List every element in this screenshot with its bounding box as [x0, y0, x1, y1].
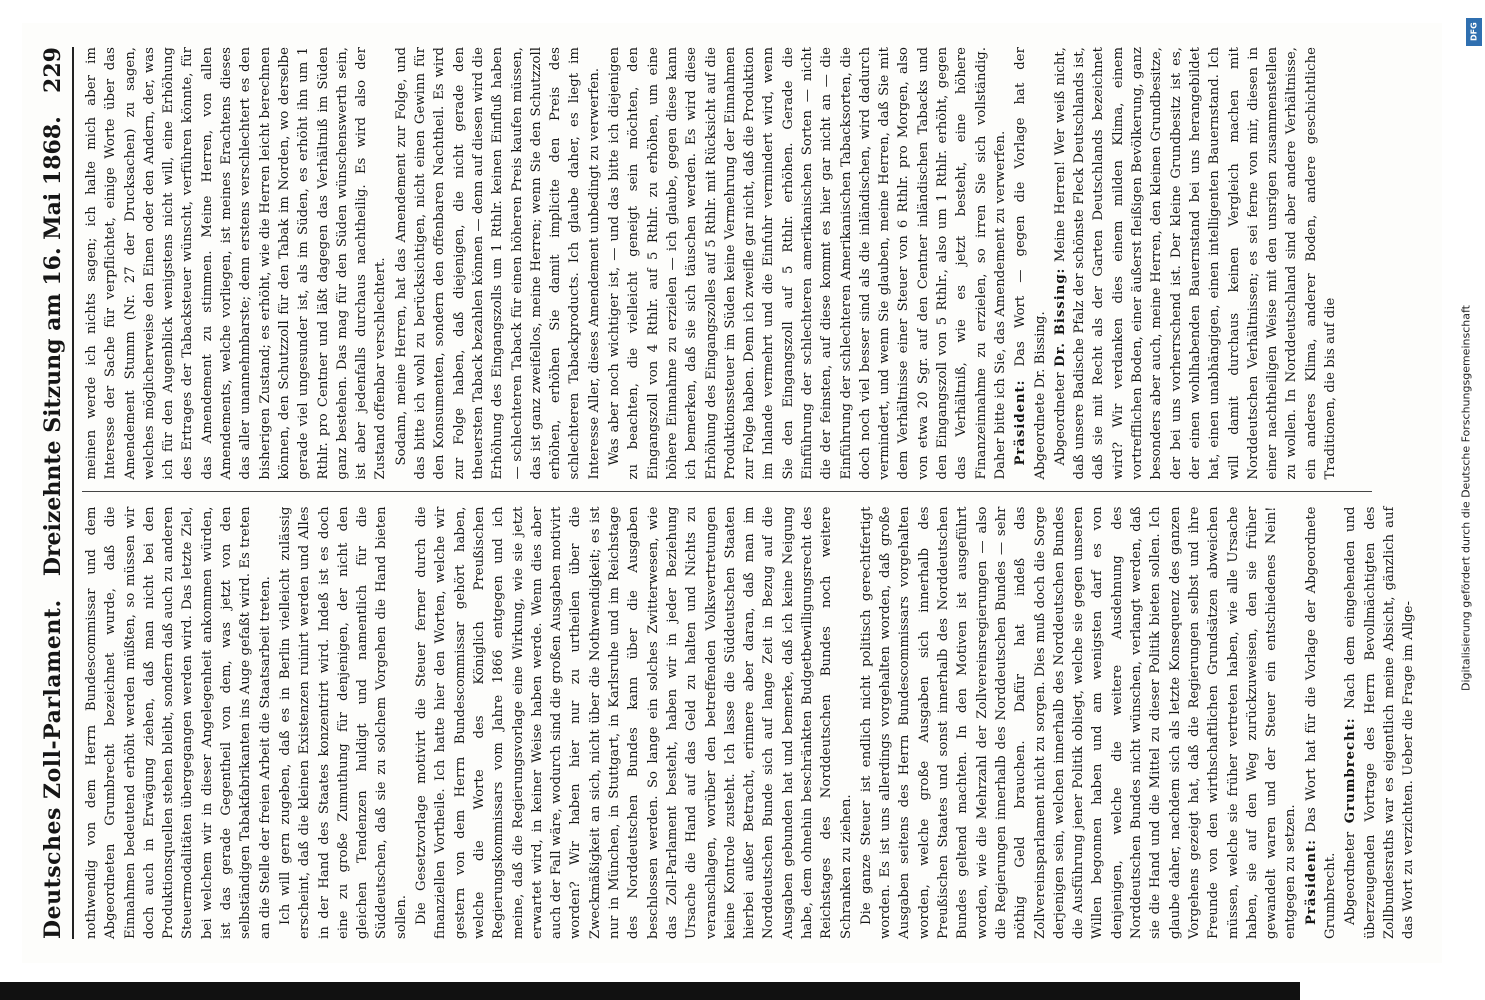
- page-header: [40, 47, 74, 939]
- speaker-role: Abgeordneter: [1343, 831, 1359, 925]
- speaker-president: Präsident:: [1013, 379, 1029, 466]
- digitization-stamp: [1453, 18, 1479, 978]
- text-column-left: [82, 506, 1417, 940]
- speaker-role: Abgeordneter: [1052, 372, 1068, 466]
- scan-border: [0, 982, 1485, 1000]
- paragraph: Was aber noch wichtiger ist, — und das bitte ich diejenigen zu beachten, die vielleicht geneigt sein möchten, den Eingangszoll von 4 Rthlr. auf 5 Rthlr. zu erhöhen, um eine höhere Einnahme zu erzielen — ich glaube, gegen diese kann ich bemerken, daß sie sich täuschen werden. Es wird diese Erhöhung des Eingangszolles auf 5 Rthlr. mit Rücksicht auf die Produktionssteuer im Süden keine Vermehrung der Einnahmen zur Folge haben. Denn ich zweifle gar nicht, daß die Produktion im Inlande vermehrt und die Einfuhr vermindert wird, wenn Sie den Eingangszoll auf 5 Rthlr. erhöhen. Gerade die Einführung der schlechteren amerikanischen Sorten — nicht die der feinsten, auf diese kommt es hier gar nicht an — die Einführung der schlechteren Amerikanischen Tabacksorten, die doch noch viel besser sind als die inländischen, wird dadurch vermindert, und wenn Sie glauben, meine Herren, daß Sie mit dem Verhältnisse einer Steuer von 6 Rthlr. pro Morgen, also von etwa 20 Sgr. auf den Centner inländischen Tabacks und den Eingangszoll von 5 Rthlr., also um 1 Rthlr. erhöht, gegen das Verhältniß, wie es jetzt besteht, eine höhere Finanzeinnahme zu erzielen, so irren Sie sich vollständig. Daher bitte ich Sie, das Amendement zu verwerfen.: [607, 47, 1008, 480]
- paragraph: Die Gesetzvorlage motivirt die Steuer ferner durch die finanziellen Vortheile. Ich hatte hier den Worten, welche wir gestern von dem Herrn Bundescommissar gehört haben, welche die Worte des Königlich Preußischen Regierungskommissars vom Jahre 1866 entgegen und ich meine, daß die Regierungsvorlage eine Wirkung, wie sie jetzt erwartet wird, in keiner Weise haben werde. Wenn dies aber auch der Fall wäre, wodurch sind die großen Ausgaben motivirt worden? Wir haben hier nur zu urtheilen über die Zweckmäßigkeit an sich, nicht über die Nothwendigkeit; es ist nur in München, in Stuttgart, in Karlsruhe und im Reichstage des Norddeutschen Bundes kann über die Ausgaben beschlossen werden. So lange ein solches Zwitterwesen, wie das Zoll-Parlament besteht, haben wir in jeder Beziehung Ursache die Hand auf das Geld zu halten und Nichts zu veranschlagen, worüber den betreffenden Volksvertretungen keine Kontrole zusteht. Ich lasse die Süddeutschen Staaten hierbei außer Betracht, erinnere aber daran, daß man im Norddeutschen Bunde sich auf lange Zeit in Bezug auf die Ausgaben gebunden hat und bemerke, daß ich keine Neigung habe, dem ohnehin beschränkten Budgetbewilligungsrecht des Reichstages des Norddeutschen Bundes noch weitere Schranken zu ziehen.: [414, 506, 854, 939]
- remark-text: Das Wort hat für die Vorlage der Abgeordnete Grumbrecht.: [1303, 506, 1338, 939]
- speaker-name: Grumbrecht:: [1343, 717, 1359, 824]
- paragraph: Sodann, meine Herren, hat das Amendement zur Folge, und das bitte ich wohl zu berücksichtigen, nicht einen Gewinn für den Konsumenten, sondern den offenbaren Nachtheil. Es wird zur Folge haben, daß diejenigen, die nicht gerade den theuersten Taback bezahlen können — denn auf diesen wird die Erhöhung des Eingangszolls um 1 Rthlr. keinen Einfluß haben — schlechteren Taback für einen höheren Preis kaufen müssen, das ist ganz zweifellos, meine Herren; wenn Sie den Schutzzoll erhöhen, erhöhen Sie damit implicite den Preis des schlechteren Tabackproducts. Ich glaube daher, es liegt im Interesse Aller, dieses Amendement unbedingt zu verwerfen.: [393, 47, 602, 480]
- speech-text: Nach dem eingehenden und überzeugenden Vortrage des Herrn Bevollmächtigten des Zollbundesraths war es eigentlich meine Absicht, gänzlich auf das Wort zu verzichten. Ueber die Frage im Allge-: [1343, 506, 1417, 939]
- digitization-credit: Digitalisierung gefördert durch die Deutsche Forschungsgemeinschaft: [1459, 305, 1473, 691]
- speech: [1341, 507, 1418, 940]
- paragraph: meinen werde ich nichts sagen; ich halte mich aber im Interesse der Sache für verpflichtet, einige Worte über das Amendement Stumm (Nr. 27 der Drucksachen) zu sagen, welches möglicherweise den Einen oder den Andern, der, was ich für den Augenblick wenigstens nicht will, eine Erhöhung des Ertrages der Tabacksteuer wünscht, verführen könnte, für das Amendement zu stimmen. Meine Herren, von allen Amendements, welche vorliegen, ist meines Erachtens dieses das aller unannehmbarste; denn erstens verschlechtert es den bisherigen Zustand; es erhöht, wie die Herren leicht berechnen können, den Schutzzoll für den Tabak im Norden, wo derselbe gerade viel ungesunder ist, als im Süden, es erhöht ihn um 1 Rthlr. pro Centner und läßt dagegen das Verhältniß im Süden ganz bestehen. Das mag für den Süden wünschenswerth sein, ist aber jedenfalls durchaus nachtheilig. Es wird also der Zustand offenbar verschlechtert.: [84, 47, 389, 480]
- header-journal-title: Deutsches Zoll-Parlament.: [40, 599, 66, 939]
- paragraph: Die ganze Steuer ist endlich nicht politisch gerechtfertigt worden. Es ist uns allerdings vorgehalten worden, daß große Ausgaben seitens des Herrn Bundescommissars vorgehalten worden, welche große Ausgaben sich innerhalb des Preußischen Staates und sonst innerhalb des Norddeutschen Bundes geltend machten. In den Motiven ist ausgeführt worden, wie die Mehrzahl der Zollvereinsregierungen — also die Regierungen innerhalb des Norddeutschen Bundes — sehr nöthig Geld brauchen. Dafür hat indeß das Zollvereinsparlament nicht zu sorgen. Dies muß doch die Sorge derjenigen sein, welchen innerhalb des Norddeutschen Bundes die Ausführung jener Politik obliegt, welche sie gegen unseren Willen begonnen haben und am wenigsten darf es von denjenigen, welche die weitere Ausdehnung des Norddeutschen Bundes nicht wünschen, verlangt werden, daß sie die Hand und die Mittel zu dieser Politik bieten sollen. Ich glaube daher, nachdem sich als letzte Konsequenz des ganzen Vorgehens gezeigt hat, daß die Regierungen selbst und ihre Freunde von den wirthschaftlichen Grundsätzen abweichen müssen, welche sie früher vertreten haben, wie alle Ursache haben, sie auf den Weg zurückzuweisen, den sie früher gewandelt waren und der Steuer ein entschiedenes Nein! entgegen zu setzen.: [858, 506, 1299, 939]
- paragraph: Ich will gern zugeben, daß es in Berlin vielleicht zulässig erscheint, daß die kleinen Existenzen ruinirt werden und Alles in der Hand des Staates konzentrirt wird. Indeß ist es doch eine zu große Zumuthung für denjenigen, der nicht den gleichen Tendenzen huldigt und namentlich für die Süddeutschen, daß sie zu solchem Vorgehen die Hand bieten sollen.: [277, 506, 409, 939]
- text-column-right: [82, 47, 1372, 493]
- dfg-logo-icon: DFG: [1466, 18, 1482, 46]
- remark-text: Das Wort — gegen die Vorlage hat der Abgeordnete Dr. Bissing.: [1013, 47, 1048, 480]
- header-session-title: Dreizehnte Sitzung am 16. Mai 1868.: [40, 116, 66, 577]
- speech: [1051, 47, 1340, 480]
- president-remark: [1011, 47, 1050, 480]
- page-number: 229: [40, 47, 66, 93]
- speaker-president: Präsident:: [1303, 838, 1319, 925]
- president-remark: [1302, 507, 1341, 940]
- text-columns: [82, 47, 1417, 939]
- paragraph: nothwendig von dem Herrn Bundescommissar und dem Abgeordneten Grumbrecht bezeichnet wurde, daß die Einnahmen bedeutend erhöht werden müßten, so müssen wir doch auch in Erwägung ziehen, daß man nicht bei den Produktionsquellen stehen bleibt, sondern daß auch zu anderen Steuermodalitäten übergegangen werden wird. Das letzte Ziel, bei welchem wir in dieser Angelegenheit ankommen würden, ist das gerade Gegentheil von dem, was jetzt von den selbständigen Tabakfabrikanten ins Auge gefaßt wird. Es treten an die Stelle der freien Arbeit die Staatsarbeit treten.: [84, 506, 273, 939]
- newspaper-page: [22, 23, 1442, 963]
- speech-text: Meine Herren! Wer weiß nicht, daß unsere Badische Pfalz der schönste Fleck Deutschlands ist, daß sie mit Recht als der Garten Deutschlands bezeichnet wird? Wir verdanken dies einem milden Klima, einem vortrefflichen Boden, einer äußerst fleißigen Bevölkerung, ganz besonders aber auch, meine Herren, den kleinen Grundbesitze, der bei uns vorherrschend ist. Der kleine Grundbesitz ist es, der einen wohlhabenden Bauernstand bei uns herangebildet hat, einen unabhängigen, einen intelligenten Bauernstand. Ich will damit durchaus keinen Vergleich machen mit Norddeutschen Verhältnissen; es sei ferne von mir, diesen in einer nachtheiligen Weise mit den unsrigen zusammenstellen zu wollen. In Norddeutschland sind aber andere Verhältnisse, ein anderes Klima, anderer Boden, andere geschichtliche Traditionen, die bis auf die: [1052, 47, 1338, 480]
- speaker-name: Dr. Bissing:: [1052, 267, 1068, 367]
